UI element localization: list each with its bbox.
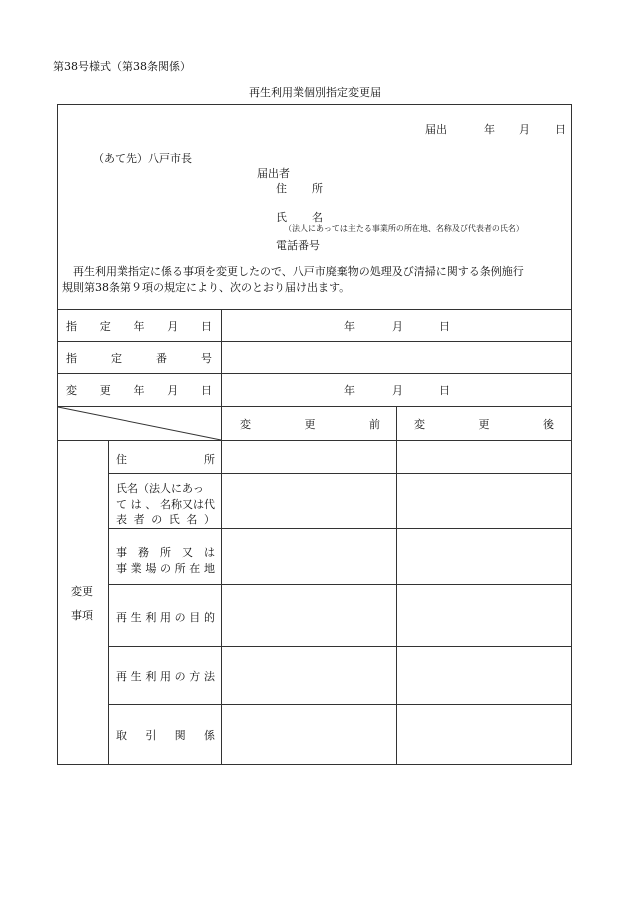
label-char: 務 <box>138 546 149 559</box>
designation-date-label <box>66 318 212 334</box>
form-title: 再生利用業個別指定変更届 <box>249 86 381 99</box>
label-char: 再 <box>116 611 127 624</box>
name-label-1: 氏 <box>276 211 287 224</box>
header-char: 後 <box>543 418 554 431</box>
label-char: 在 <box>189 562 201 575</box>
change-date-day: 日 <box>439 384 450 397</box>
header-char: 前 <box>369 418 380 431</box>
after-change-header <box>414 416 554 432</box>
item-name-label-line-3 <box>116 511 215 527</box>
label-char: 表 <box>116 513 127 526</box>
designation-number-label <box>66 350 212 366</box>
grid-line <box>57 406 572 407</box>
address-after-field[interactable] <box>397 441 571 473</box>
label-char: 地 <box>203 562 215 575</box>
date-day: 日 <box>555 123 566 136</box>
date-prefix: 届出 <box>425 123 447 136</box>
designation-date-day: 日 <box>439 320 450 333</box>
item-address-label <box>116 451 215 467</box>
method-before-field[interactable] <box>222 647 396 704</box>
label-char: 日 <box>201 384 212 397</box>
label-char: 指 <box>66 320 77 333</box>
label-char: の <box>174 611 186 624</box>
label-char: 利 <box>145 670 157 683</box>
change-date-year: 年 <box>344 384 355 397</box>
label-char: 用 <box>159 611 171 624</box>
label-char: は <box>130 498 142 511</box>
name-before-field[interactable] <box>222 474 396 528</box>
name-after-field[interactable] <box>397 474 571 528</box>
address-label-2: 所 <box>312 182 323 195</box>
frame-bottom <box>57 764 572 765</box>
label-char: 法 <box>203 670 215 683</box>
grid-line <box>57 309 572 310</box>
item-name-label-line-2 <box>116 496 215 512</box>
address-label-1: 住 <box>276 182 287 195</box>
label-char: 年 <box>133 384 145 397</box>
label-char: 係 <box>203 729 215 742</box>
label-char: 利 <box>145 611 157 624</box>
date-month: 月 <box>519 123 530 136</box>
label-char: 所 <box>204 453 215 466</box>
label-char: 月 <box>167 320 179 333</box>
label-char: 更 <box>99 384 111 397</box>
frame-top <box>57 104 572 105</box>
header-char: 変 <box>414 418 425 431</box>
label-char: 用 <box>159 670 171 683</box>
label-char: 月 <box>167 384 179 397</box>
label-char: の <box>151 513 163 526</box>
label-char: 再 <box>116 670 127 683</box>
label-char: 場 <box>145 562 157 575</box>
label-char: 名 <box>186 513 198 526</box>
transaction-before-field[interactable] <box>222 705 396 764</box>
statement-line-2: 規則第38条第９項の規定により、次のとおり届け出ます。 <box>62 281 351 294</box>
applicant-heading: 届出者 <box>257 167 290 180</box>
label-char: 日 <box>201 320 212 333</box>
change-date-month: 月 <box>392 384 403 397</box>
label-char: 又 <box>182 546 193 559</box>
label-char: 所 <box>174 562 186 575</box>
label-char: 事 <box>116 562 127 575</box>
item-office-label-line-2 <box>116 560 215 576</box>
grid-line <box>108 440 109 765</box>
label-char: 号 <box>201 352 212 365</box>
change-items-label-2: 事項 <box>71 609 93 622</box>
item-purpose-label <box>116 609 215 625</box>
label-char: 変 <box>66 384 77 397</box>
item-name-label-line-1: 氏名（法人にあっ <box>116 482 204 495</box>
label-char: 方 <box>189 670 201 683</box>
phone-label: 電話番号 <box>276 239 320 252</box>
name-note: （法人にあっては主たる事業所の所在地、名称及び代表者の氏名） <box>284 224 524 233</box>
before-change-header <box>240 416 380 432</box>
header-char: 更 <box>478 418 490 431</box>
label-char: 定 <box>99 320 111 333</box>
label-char: 業 <box>130 562 142 575</box>
label-char: 所 <box>160 546 171 559</box>
label-char: 生 <box>130 670 142 683</box>
grid-line <box>57 373 572 374</box>
office-before-field[interactable] <box>222 529 396 584</box>
label-char: 目 <box>189 611 201 624</box>
transaction-after-field[interactable] <box>397 705 571 764</box>
designation-date-year: 年 <box>344 320 355 333</box>
label-char: 、 <box>145 498 157 511</box>
label-char: 事 <box>116 546 127 559</box>
address-before-field[interactable] <box>222 441 396 473</box>
label-char: 住 <box>116 453 127 466</box>
change-date-label <box>66 382 212 398</box>
method-after-field[interactable] <box>397 647 571 704</box>
addressee: （あて先）八戸市長 <box>93 152 192 165</box>
item-transaction-label <box>116 727 215 743</box>
frame-right <box>571 104 572 765</box>
office-after-field[interactable] <box>397 529 571 584</box>
label-char: の <box>159 562 171 575</box>
label-char: 番 <box>156 352 167 365</box>
label-char: 関 <box>174 729 186 742</box>
statement-line-1: 再生利用業指定に係る事項を変更したので、八戸市廃棄物の処理及び清掃に関する条例施行 <box>62 265 524 278</box>
label-char: 者 <box>133 513 145 526</box>
form-number: 第38号様式（第38条関係） <box>53 60 191 73</box>
frame-left <box>57 104 58 765</box>
label-char: 取 <box>116 729 127 742</box>
name-label-2: 名 <box>312 211 323 224</box>
header-char: 変 <box>240 418 251 431</box>
label-char: 名称又は代 <box>159 498 215 511</box>
date-year: 年 <box>484 123 495 136</box>
designation-date-month: 月 <box>392 320 403 333</box>
label-char: ） <box>203 513 215 526</box>
label-char: て <box>116 498 127 511</box>
label-char: 生 <box>130 611 142 624</box>
label-char: の <box>174 670 186 683</box>
purpose-after-field[interactable] <box>397 585 571 646</box>
change-items-label-1: 変更 <box>71 585 93 598</box>
header-char: 更 <box>304 418 316 431</box>
label-char: 氏 <box>168 513 180 526</box>
label-char: 的 <box>203 611 215 624</box>
label-char: 引 <box>145 729 157 742</box>
label-char: は <box>204 546 215 559</box>
purpose-before-field[interactable] <box>222 585 396 646</box>
label-char: 年 <box>133 320 145 333</box>
item-method-label <box>116 668 215 684</box>
item-office-label-line-1 <box>116 544 215 560</box>
label-char: 定 <box>111 352 122 365</box>
designation-number-field[interactable] <box>222 342 571 373</box>
label-char: 指 <box>66 352 77 365</box>
